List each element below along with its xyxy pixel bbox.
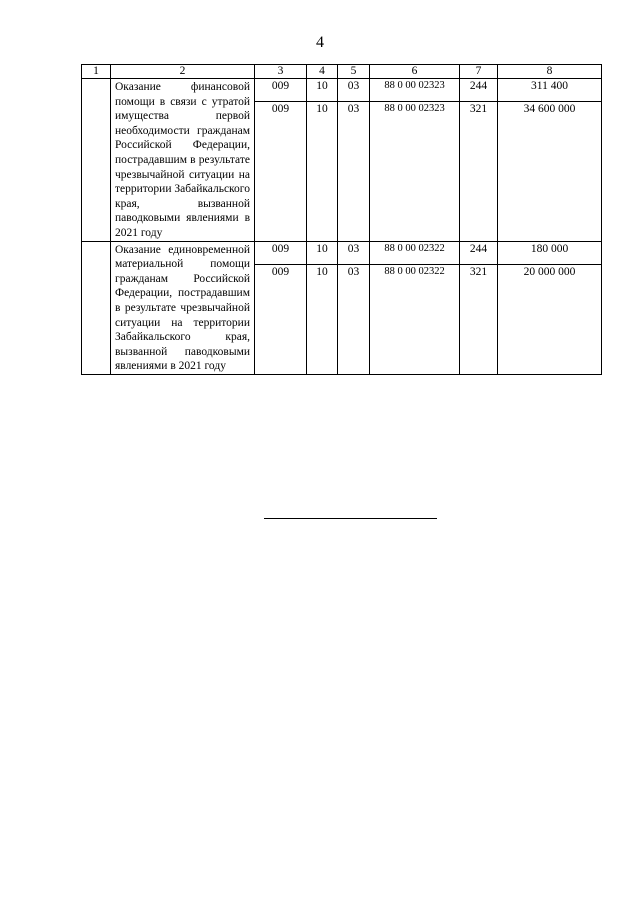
amount-cell: 180 000 bbox=[498, 241, 602, 264]
subsection-code-cell: 03 bbox=[338, 79, 370, 102]
column-header: 7 bbox=[460, 65, 498, 79]
table-row bbox=[82, 241, 602, 264]
amount-cell: 34 600 000 bbox=[498, 102, 602, 242]
section-code-cell: 10 bbox=[307, 241, 338, 264]
column-header: 4 bbox=[307, 65, 338, 79]
column-header: 2 bbox=[111, 65, 255, 79]
target-article-cell: 88 0 00 02323 bbox=[370, 79, 460, 102]
column-header: 1 bbox=[82, 65, 111, 79]
target-article-cell: 88 0 00 02322 bbox=[370, 264, 460, 374]
header-row bbox=[82, 65, 602, 79]
expense-type-cell: 321 bbox=[460, 264, 498, 374]
subsection-code-cell: 03 bbox=[338, 264, 370, 374]
column-header: 3 bbox=[255, 65, 307, 79]
expense-type-cell: 244 bbox=[460, 241, 498, 264]
column-header: 8 bbox=[498, 65, 602, 79]
subsection-code-cell: 03 bbox=[338, 102, 370, 242]
section-code-cell: 10 bbox=[307, 264, 338, 374]
row-number-cell bbox=[82, 79, 111, 242]
subsection-code-cell: 03 bbox=[338, 241, 370, 264]
row-number-cell bbox=[82, 241, 111, 374]
column-header: 6 bbox=[370, 65, 460, 79]
amount-cell: 20 000 000 bbox=[498, 264, 602, 374]
ministry-code-cell: 009 bbox=[255, 79, 307, 102]
ministry-code-cell: 009 bbox=[255, 264, 307, 374]
target-article-cell: 88 0 00 02323 bbox=[370, 102, 460, 242]
end-of-document-line bbox=[264, 518, 437, 519]
expense-type-cell: 244 bbox=[460, 79, 498, 102]
expense-description: Оказание единовременной материальной помощи гражданам Российской Федерации, пострадавшим в результате чрезвычайной ситуации на территории Забайкальского края, вызванной паводковыми явлениями в 2021 году bbox=[111, 241, 255, 374]
expense-type-cell: 321 bbox=[460, 102, 498, 242]
page-number: 4 bbox=[316, 34, 324, 51]
amount-cell: 311 400 bbox=[498, 79, 602, 102]
section-code-cell: 10 bbox=[307, 102, 338, 242]
column-header: 5 bbox=[338, 65, 370, 79]
section-code-cell: 10 bbox=[307, 79, 338, 102]
target-article-cell: 88 0 00 02322 bbox=[370, 241, 460, 264]
ministry-code-cell: 009 bbox=[255, 241, 307, 264]
budget-table bbox=[81, 64, 602, 375]
ministry-code-cell: 009 bbox=[255, 102, 307, 242]
table-row bbox=[82, 79, 602, 102]
expense-description: Оказание финансовой помощи в связи с утратой имущества первой необходимости гражданам Российской Федерации, пострадавшим в результате чрезвычайной ситуации на территории Забайкальского края, вызванной паводковыми явлениями в 2021 году bbox=[111, 79, 255, 242]
